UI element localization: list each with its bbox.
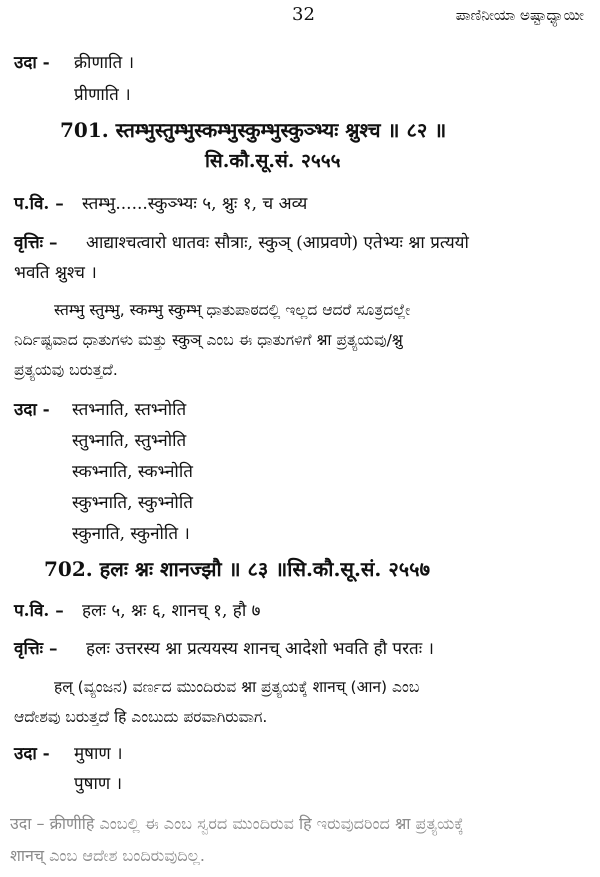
padaviveka-text: स्तम्भु......स्कुञ्भ्यः ५, श्नुः १, च अव्य [82, 194, 308, 214]
kannada-commentary: ಪ್ರತ್ಯಯವು ಬರುತ್ತದೆ. [14, 361, 118, 379]
example-word: स्कुनाति, स्कुनोति । [72, 524, 190, 544]
sutra-reference: सि.कौ.सू.सं. २५५५ [205, 150, 341, 172]
padaviveka-label: प.वि. – [14, 194, 64, 214]
vritti-label: वृत्तिः – [14, 233, 58, 253]
example-label: उदा - [14, 744, 50, 764]
running-title: ಪಾಣಿನೀಯಾ ಅಷ್ಟಾಧ್ಯಾಯೀ [455, 6, 584, 24]
example-word: स्तभ्नाति, स्तभ्नोति [72, 400, 187, 420]
example-label: उदा - [14, 400, 50, 420]
padaviveka-label: प.वि. – [14, 601, 64, 621]
faded-note: शानच् ಎಂಬ ಆದೇಶ ಬಂದಿರುವುದಿಲ್ಲ. [10, 846, 205, 865]
example-label: उदा - [14, 53, 50, 73]
vritti-text: हलः उत्तरस्य श्ना प्रत्ययस्य शानच् आदेशो भवति हौ परतः । [86, 639, 434, 659]
kannada-commentary: हल् (ವ್ಯಂಜನ) ವರ್ಣದ ಮುಂದಿರುವ श्ना ಪ್ರತ್ಯಯಕ್ಕೆ शानच् (आन) ಎಂಬ [54, 678, 420, 696]
sutra-heading: 702. हलः श्नः शानज्झौ ॥ ८३ ॥सि.कौ.सू.सं. २५५७ [44, 557, 430, 581]
page-header [0, 4, 600, 28]
page-number: 32 [292, 4, 315, 25]
vritti-label: वृत्तिः – [14, 639, 58, 659]
faded-note: उदा – क्रीणीहि ಎಂಬಲ್ಲಿ ಈ ಎಂಬ ಸ್ವರದ ಮುಂದಿರುವ हि ಇರುವುದರಿಂದ श्ना ಪ್ರತ್ಯಯಕ್ಕೆ [10, 814, 464, 833]
example-word: स्कुभ्नाति, स्कुभ्नोति [72, 493, 193, 513]
example-word: मुषाण । [74, 744, 123, 764]
sutra-heading: 701. स्तम्भुस्तुम्भुस्कम्भुस्कुम्भुस्कुञ्भ्यः श्नुश्च ॥ ८२ ॥ [60, 118, 447, 142]
example-word: पुषाण । [74, 774, 123, 794]
kannada-commentary: ಆದೇಶವು ಬರುತ್ತದೆ हि ಎಂಬುದು ಪರವಾಗಿರುವಾಗ. [14, 708, 268, 726]
padaviveka-text: हलः ५, श्नः ६, शानच् १, हौ ७ [82, 601, 261, 621]
example-word: स्कभ्नाति, स्कभ्नोति [72, 462, 193, 482]
kannada-commentary: ನಿರ್ದಿಷ್ಟವಾದ ಧಾತುಗಳು ಮತ್ತು स्कुञ् ಎಂಬ ಈ ಧಾತುಗಳಿಗೆ श्ना ಪ್ರತ್ಯಯವು/श्नु [14, 331, 403, 349]
vritti-text: भवति श्नुश्च । [14, 263, 97, 283]
vritti-text: आद्याश्चत्वारो धातवः सौत्राः, स्कुञ् (आप्रवणे) एतेभ्यः श्ना प्रत्ययो [86, 233, 469, 253]
example-word: प्रीणाति । [74, 85, 131, 105]
kannada-commentary: स्तम्भु स्तुम्भु, स्कम्भु स्कुम्भ् ಧಾತುಪಾಠದಲ್ಲಿ ಇಲ್ಲದ ಆದರೆ ಸೂತ್ರದಲ್ಲೇ [54, 301, 411, 319]
example-word: क्रीणाति । [74, 53, 135, 73]
example-word: स्तुभ्नाति, स्तुभ्नोति [72, 431, 187, 451]
